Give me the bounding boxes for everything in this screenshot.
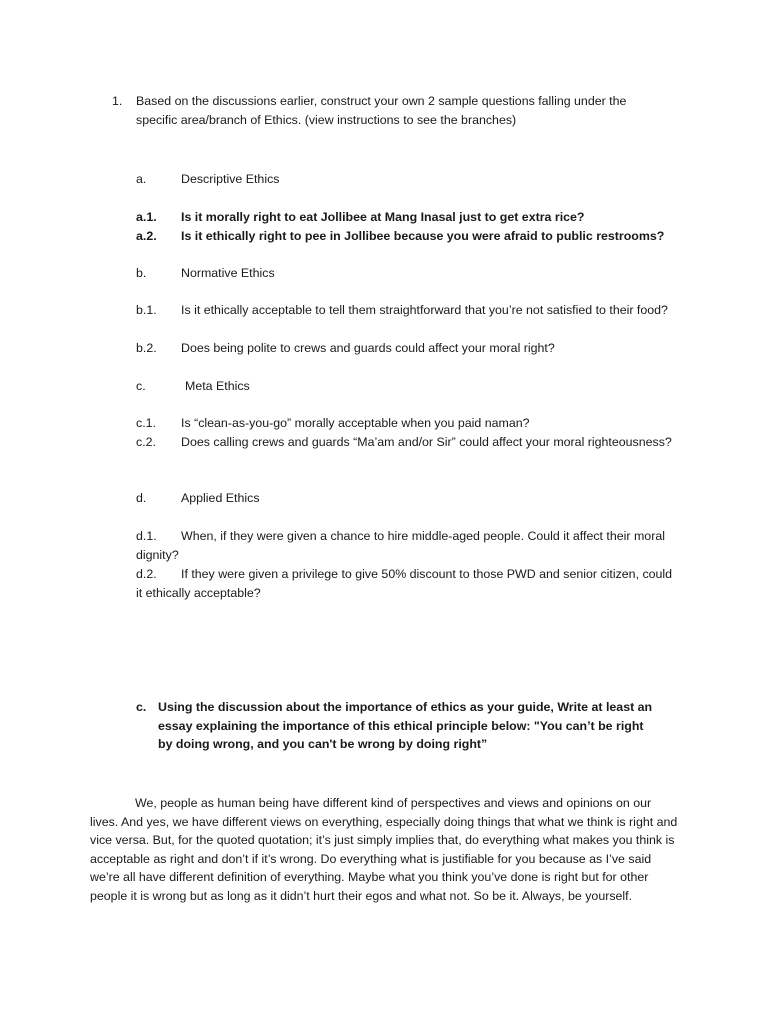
branch-label: d.: [136, 491, 147, 505]
item-d1: [136, 527, 676, 564]
branch-normative-ethics: [136, 264, 696, 283]
item-label: d.1.: [136, 529, 157, 543]
item-b2: [136, 339, 676, 358]
question-1: [112, 92, 672, 129]
item-c1: [136, 414, 676, 433]
essay-paragraph: We, people as human being have different kind of perspectives and views and opinions on our lives. And yes, we have different views on everything, especially doing things that what we think is right and vice versa. But, for the quoted quotation; it’s just simply implies that, do everything what makes you think is acceptable as right and don’t if it’s wrong. Do everything what is justifiable for you because as I’ve said we’re all have different definition of everything. Maybe what you think you’ve done is right but for other people it is wrong but as long as it didn’t hurt their egos and what not. So be it. Always, be yourself.: [90, 796, 678, 903]
branch-label: b.: [136, 266, 147, 280]
item-text: Is it ethically acceptable to tell them straightforward that you’re not satisfied to their food?: [181, 303, 668, 317]
branch-title: Normative Ethics: [181, 266, 275, 280]
branch-title: Meta Ethics: [185, 379, 250, 393]
item-label: b.2.: [136, 341, 157, 355]
branch-descriptive-ethics: [136, 170, 696, 189]
item-text: When, if they were given a chance to hire middle-aged people. Could it affect their moral dignity?: [136, 529, 665, 562]
item-c2: [136, 433, 676, 452]
branch-label: a.: [136, 172, 147, 186]
item-a2: [136, 227, 676, 246]
item-label: a.2.: [136, 229, 157, 243]
item-text: Does being polite to crews and guards could affect your moral right?: [181, 341, 555, 355]
question-c-text: Using the discussion about the importance of ethics as your guide, Write at least an essay explaining the importance of this ethical principle below: "You can’t be right by doing wrong, and you can't be wrong by doing right”: [158, 700, 653, 752]
item-label: d.2.: [136, 567, 157, 581]
item-b1: [136, 301, 676, 320]
item-label: a.1.: [136, 210, 157, 224]
item-text: Is it morally right to eat Jollibee at Mang Inasal just to get extra rice?: [181, 210, 585, 224]
question-1-text: Based on the discussions earlier, construct your own 2 sample questions falling under the specific area/branch of Ethics. (view instructions to see the branches): [136, 94, 627, 127]
question-1-number: 1.: [112, 94, 123, 108]
branch-meta-ethics: [136, 377, 696, 396]
item-text: If they were given a privilege to give 50% discount to those PWD and senior citizen, could it ethically acceptable?: [136, 567, 673, 600]
item-label: c.1.: [136, 416, 156, 430]
branch-title: Applied Ethics: [181, 491, 260, 505]
branch-label: c.: [136, 379, 146, 393]
branch-title: Descriptive Ethics: [181, 172, 280, 186]
item-text: Is it ethically right to pee in Jollibee because you were afraid to public restrooms?: [181, 229, 665, 243]
item-label: c.2.: [136, 435, 156, 449]
question-c: [136, 698, 666, 754]
item-text: Is “clean-as-you-go” morally acceptable when you paid naman?: [181, 416, 530, 430]
item-d2: [136, 565, 676, 602]
branch-applied-ethics: [136, 489, 696, 508]
item-a1: [136, 208, 676, 227]
item-label: b.1.: [136, 303, 157, 317]
item-text: Does calling crews and guards “Ma’am and/or Sir” could affect your moral righteousness?: [181, 435, 672, 449]
question-c-number: c.: [136, 700, 147, 714]
